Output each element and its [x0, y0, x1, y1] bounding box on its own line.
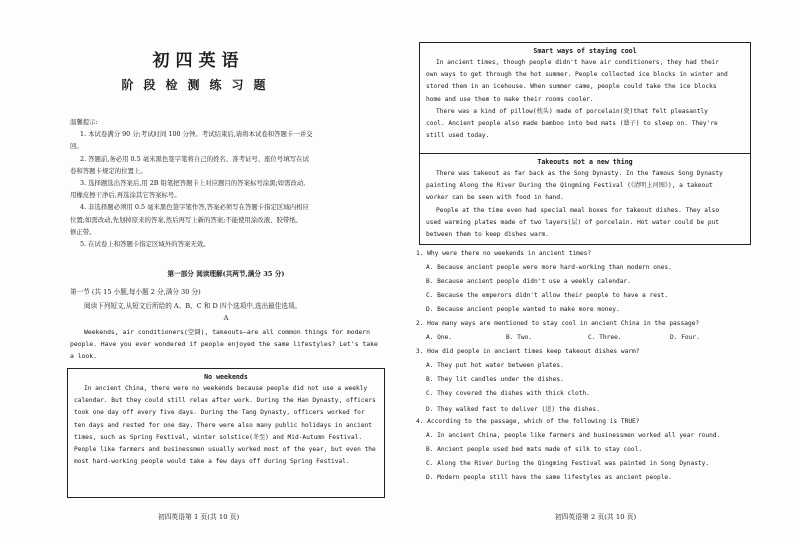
question-stem: 2. How many ways are mentioned to stay cool in ancient China in the passage? — [416, 320, 700, 327]
question-option: B. Two. — [506, 334, 533, 341]
question-option: A. One. — [426, 334, 453, 341]
note-line: 修正带。 — [70, 227, 96, 236]
no-weekends-box — [67, 368, 385, 498]
box-line: ten days and rested for one day. There were also many public holidays in ancient — [74, 421, 373, 429]
question-option: B. Because ancient people didn't use a weekly calendar. — [426, 278, 631, 285]
question-option: A. Because ancient people were more hard-working than modern ones. — [426, 264, 672, 271]
box-title: Takeouts not a new thing — [537, 158, 633, 166]
note-line: 3. 选择题选出答案后,用 2B 铅笔把答题卡上对应题目的答案标号涂黑;如需改动, — [80, 179, 306, 188]
box-line: home and use them to make their rooms cooler. — [426, 95, 594, 103]
note-line: 温馨提示: — [70, 118, 98, 126]
question-option: D. Because ancient people wanted to make more money. — [426, 306, 620, 313]
box-line: There was takeout as far back as the Song Dynasty. In the famous Song Dynasty — [436, 170, 723, 177]
box-line: worker can be seen with food in hand. — [426, 194, 564, 202]
box-line: most hard-working people would take a few days off during Spring Festival. — [74, 458, 350, 466]
box-line: times, such as Spring Festival, winter solstice(冬至) and Mid-Autumn Festival. — [74, 433, 363, 441]
box-line: painting Along the River During the Qingming Festival (《清明上河图》), a takeout — [426, 182, 713, 190]
box-line: still used today. — [426, 132, 490, 140]
question-option: B. Ancient people used bed mats made of silk to stay cool. — [426, 446, 643, 453]
question-stem: 3. How did people in ancient times keep takeout dishes warm? — [416, 348, 640, 355]
intro-line: Weekends, air conditioners(空调), takeouts—are all common things for modern — [84, 328, 370, 336]
section-instruction: 阅读下列短文,从短文后所给的 A、B、C 和 D 四个选项中,选出最佳选项。 — [84, 302, 302, 310]
note-line: 5. 在试卷上和答题卡指定区域外的答案无效。 — [80, 240, 210, 249]
intro-line: a look. — [70, 352, 97, 360]
page-footer: 初四英语第 2 页(共 10 页) — [554, 513, 637, 521]
note-line: 位置;如需改动,先划掉原来的答案,然后再写上新的答案;不能使用涂改液、胶带纸、 — [70, 215, 303, 224]
box-line: People like farmers and businessmen usually worked most of the year, but even the — [74, 446, 376, 454]
box-line: cool. Ancient people also made bamboo into bed mats (簟子) to sleep on. They're — [426, 120, 718, 128]
question-option: A. They put hot water between plates. — [426, 362, 564, 369]
box-line: used warming plates made of two layers(层) of porcelain. Hot water could be put — [426, 218, 720, 226]
box-line: calendar. But they could still relax after work. During the Han Dynasty, officers — [74, 397, 376, 405]
note-line: 4. 非选择题必须用 0.5 毫米黑色签字笔作答,答案必须写在答题卡指定区域内相应 — [80, 203, 309, 212]
question-option: A. In ancient China, people like farmers and businessmen worked all year round. — [426, 432, 721, 439]
box-line: between them to keep dishes warm. — [426, 231, 549, 239]
note-line: 1. 本试卷满分 90 分;考试时间 100 分钟。考试结束后,请将本试卷和答题卡一并交 — [80, 130, 313, 139]
note-line: 用橡皮擦干净后,再选涂其它答案标号。 — [70, 191, 181, 200]
box-line: own ways to get through the hot summer. People collected ice blocks in winter and — [426, 71, 728, 79]
box-line: People at the time even had special meal boxes for takeout dishes. They also — [436, 206, 720, 214]
note-line: 卷和答题卡规定的位置上。 — [70, 166, 147, 175]
question-option: B. They lit candles under the dishes. — [426, 376, 564, 383]
takeouts-box — [419, 153, 751, 245]
part-heading: 第一部分 阅读理解(共两节,满分 35 分) — [167, 270, 285, 278]
box-title: Smart ways of staying cool — [533, 47, 637, 55]
question-stem: 4. According to the passage, which of the following is TRUE? — [416, 418, 640, 425]
box-line: In ancient times, though people didn't have air conditioners, they had their — [436, 59, 720, 66]
note-line: 2. 答题前,务必用 0.5 毫米黑色签字笔将自己的姓名、准考证号、座位号填写在试 — [80, 154, 309, 163]
box-line: There was a kind of pillow(枕头) made of porcelain(瓷)that felt pleasantly — [436, 107, 708, 115]
passage-label: A — [223, 314, 229, 322]
question-option: D. They walked fast to deliver (送) the dishes. — [426, 406, 600, 413]
box-line: took one day off every five days. During the Tang Dynasty, officers worked for — [74, 409, 365, 417]
box-line: stored them in an icehouse. When summer came, people could take the ice blocks — [426, 83, 717, 91]
question-option: D. Four. — [670, 334, 700, 341]
exam-subtitle: 阶段检测练习题 — [121, 78, 276, 92]
instructions-notes — [70, 116, 382, 250]
question-option: D. Modern people still have the same lifestyles as ancient people. — [426, 474, 672, 481]
exam-title: 初四英语 — [152, 51, 245, 71]
box-line: In ancient China, there were no weekends because people did not use a weekly — [84, 385, 368, 392]
section-heading: 第一节 (共 15 小题,每小题 2 分,满分 30 分) — [70, 288, 201, 296]
question-option: C. They covered the dishes with thick cloth. — [426, 390, 590, 397]
question-option: C. Three. — [588, 334, 622, 341]
question-option: C. Along the River During the Qingming Festival was painted in Song Dynasty. — [426, 460, 710, 467]
intro-line: people. Have you ever wondered if people enjoyed the same lifestyles? Let's take — [70, 340, 378, 348]
question-stem: 1. Why were there no weekends in ancient times? — [416, 250, 592, 257]
passage-intro — [70, 326, 382, 362]
note-line: 回。 — [70, 142, 83, 151]
staying-cool-box — [419, 42, 751, 154]
box-title: No weekends — [204, 373, 248, 381]
page-footer: 初四英语第 1 页(共 10 页) — [157, 513, 240, 521]
question-option: C. Because the emperors didn't allow their people to have a rest. — [426, 292, 669, 299]
